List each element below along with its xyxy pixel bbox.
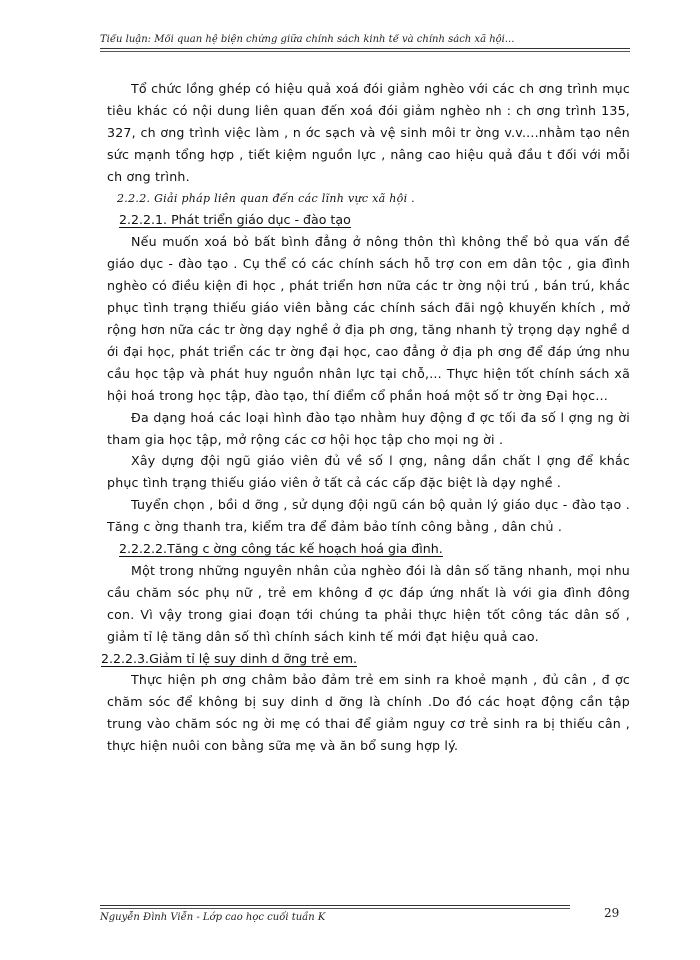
document-body <box>101 78 630 757</box>
footer-rule <box>100 905 570 906</box>
footer-author: Nguyễn Đình Viễn - Lớp cao học cuối tuần K <box>100 912 326 923</box>
paragraph-education: Nếu muốn xoá bỏ bất bình đẳng ở nông thôn thì không thể bỏ qua vấn đề giáo dục - đào tạo . Cụ thể có các chính sách hỗ trợ con em dân tộc , gia đình nghèo có điều kiện đi học , phát triển hơn nữa các tr ờng nội trú , bán trú, khắc phục tình trạng thiếu giáo viên bằng các chính sách đãi ngộ khuyến khích , mở rộng hơn nữa các tr ờng dạy nghề ở địa ph ơng, tăng nhanh tỷ trọng dạy nghề d ới đại học, phát triển các tr ờng đại học, cao đẳng ở địa ph ơng để đáp ứng nhu cầu học tập và phát huy nguồn nhân lực tại chỗ,… Thực hiện tốt chính sách xã hội hoá trong học tập, đào tạo, thí điểm cổ phần hoá một số tr ờng Đại học… <box>107 234 630 403</box>
paragraph-diversify-training: Đa dạng hoá các loại hình đào tạo nhằm huy động đ ợc tối đa số l ợng ng ời tham gia học tập, mở rộng các cơ hội học tập cho mọi ng ời . <box>107 409 630 447</box>
subsection-heading-education-text: 2.2.2.1. Phát triển giáo dục - đào tạo <box>119 212 351 228</box>
subsection-heading-family-planning-text: 2.2.2.2.Tăng c ờng công tác kế hoạch hoá gia đình. <box>119 541 443 557</box>
section-heading-2-2-2: 2.2.2. Giải pháp liên quan đến các lĩnh vực xã hội . <box>117 191 415 205</box>
subsection-heading-malnutrition <box>101 648 630 670</box>
paragraph-teacher-staff: Xây dựng đội ngũ giáo viên đủ về số l ợng, nâng dần chất l ợng để khắc phục tình trạng thiếu giáo viên ở tất cả các cấp đặc biệt là dạy nghề . <box>107 453 630 491</box>
header-rule-thin <box>100 51 630 52</box>
header-rule <box>100 48 630 49</box>
subsection-heading-malnutrition-text: 2.2.2.3.Giảm tỉ lệ suy dinh d ỡng trẻ em. <box>101 650 358 666</box>
subsection-heading-family-planning <box>107 538 630 560</box>
subsection-heading-education <box>107 209 630 231</box>
footer-rule-thin <box>100 908 570 909</box>
page-header: Tiểu luận: Mối quan hệ biện chứng giữa chính sách kinh tế và chính sách xã hội... <box>100 34 515 45</box>
paragraph-malnutrition: Thực hiện ph ơng châm bảo đảm trẻ em sinh ra khoẻ mạnh , đủ cân , đ ợc chăm sóc để không bị suy dinh d ỡng là chính .Do đó các hoạt động cần tập trung vào chăm sóc ng ời mẹ có thai để giảm nguy cơ trẻ sinh ra bị thiếu cân , thực hiện nuôi con bằng sữa mẹ và ăn bổ sung hợp lý. <box>107 672 630 754</box>
paragraph-family-planning: Một trong những nguyên nhân của nghèo đói là dân số tăng nhanh, mọi nhu cầu chăm sóc phụ nữ , trẻ em không đ ợc đáp ứng nhất là với gia đình đông con. Vì vậy trong giai đoạn tới chúng ta phải thực hiện tốt công tác dân số , giảm tỉ lệ tăng dân số thì chính sách kinh tế mới đạt hiệu quả cao. <box>107 562 630 644</box>
page-number: 29 <box>604 906 620 920</box>
paragraph-integration: Tổ chức lồng ghép có hiệu quả xoá đói giảm nghèo với các ch ơng trình mục tiêu khác có nội dung liên quan đến xoá đói giảm nghèo nh : ch ơng trình 135, 327, ch ơng trình việc làm , n ớc sạch và vệ sinh môi tr ờng v.v....nhằm tạo nên sức mạnh tổng hợp , tiết kiệm nguồn lực , nâng cao hiệu quả đầu t đối với mỗi ch ơng trình. <box>107 81 630 184</box>
paragraph-management-staff: Tuyển chọn , bồi d ỡng , sử dụng đội ngũ cán bộ quản lý giáo dục - đào tạo . Tăng c ờng thanh tra, kiểm tra để đảm bảo tính công bằng , dân chủ . <box>107 497 630 535</box>
